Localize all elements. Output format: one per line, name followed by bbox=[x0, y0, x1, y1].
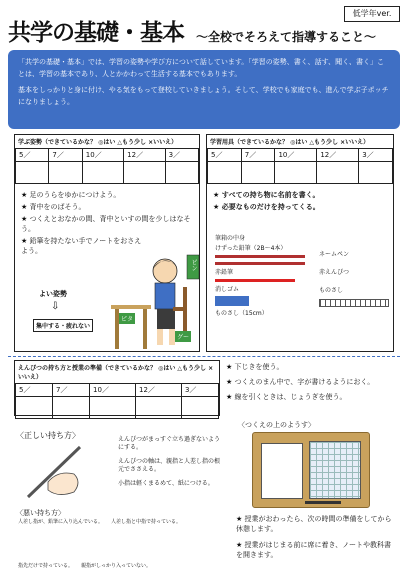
check-cell[interactable] bbox=[16, 162, 49, 184]
pencil-case-contents bbox=[215, 245, 315, 318]
check-date: 10／ bbox=[82, 149, 123, 162]
pencil-heading: えんぴつの持ち方と授業の準備（できているかな？ ◎はい △もう少し ×いいえ） bbox=[18, 365, 214, 381]
check-cell[interactable] bbox=[124, 162, 165, 184]
posture-heading: 学ぶ姿勢（できているかな？ ◎はい △もう少し ×いいえ） bbox=[18, 139, 178, 146]
check-date: 10／ bbox=[90, 384, 136, 397]
right-tools bbox=[319, 251, 391, 307]
list-item: ★ 背中をのばそう。 bbox=[21, 203, 86, 211]
pencil-case-title: 筆箱の中身 bbox=[215, 235, 246, 242]
tools-heading: 学習用具（できているかな？ ◎はい △もう少し ×いいえ） bbox=[210, 139, 370, 146]
check-date: 7／ bbox=[53, 384, 90, 397]
arrow-down-icon: ⇩ bbox=[51, 301, 60, 312]
ruler-icon bbox=[319, 299, 389, 307]
check-date: 10／ bbox=[275, 149, 317, 162]
wrong-note: 指先だけで持っている。 親指がしっかり入っていない。 bbox=[18, 563, 152, 569]
correct-grip-title: 〈正しい持ち方〉 bbox=[16, 431, 80, 440]
check-date: 5／ bbox=[208, 149, 242, 162]
page-title: 共学の基礎・基本 bbox=[8, 20, 184, 46]
list-item: ★ すべての持ち物に名前を書く。 bbox=[213, 191, 320, 199]
tools-check-table bbox=[207, 148, 393, 184]
list-item: ★ 下じきを使う。 bbox=[226, 363, 284, 371]
check-cell[interactable] bbox=[317, 162, 359, 184]
check-date: 3／ bbox=[181, 384, 218, 397]
list-item: ★ 必要なものだけを持ってくる。 bbox=[213, 203, 320, 211]
list-item: ★ 線を引くときは、じょうぎを使う。 bbox=[226, 393, 347, 401]
fist-label: グー bbox=[175, 331, 191, 342]
check-cell[interactable] bbox=[359, 162, 393, 184]
check-date: 12／ bbox=[124, 149, 165, 162]
check-date: 7／ bbox=[241, 149, 275, 162]
check-date: 3／ bbox=[165, 149, 198, 162]
tool-item: ものさし bbox=[319, 287, 344, 294]
pencil-icon bbox=[215, 255, 305, 258]
tool-item: 赤鉛筆 bbox=[215, 269, 234, 276]
tools-list bbox=[207, 184, 393, 212]
section-divider bbox=[8, 356, 400, 357]
check-cell[interactable] bbox=[16, 397, 53, 419]
prep-list bbox=[226, 362, 396, 404]
desk-top bbox=[111, 305, 151, 309]
desk-illustration bbox=[252, 432, 370, 508]
check-date: 7／ bbox=[49, 149, 82, 162]
tool-item: ものさし（15cm） bbox=[215, 310, 268, 317]
eraser-icon bbox=[215, 296, 249, 306]
check-date: 5／ bbox=[16, 149, 49, 162]
check-cell[interactable] bbox=[241, 162, 275, 184]
pencil-panel bbox=[14, 360, 220, 416]
list-item: ★ つくえとおなかの間、背中といすの間を少しはなそう。 bbox=[21, 215, 191, 233]
posture-panel bbox=[14, 134, 200, 352]
wrong-grip-title: 〈悪い持ち方〉 bbox=[16, 509, 65, 517]
list-item: ★ 鉛筆を持たない手でノートをおさえよう。 bbox=[21, 237, 142, 255]
grip-note: えんぴつがまっすぐ立ち過ぎないようにする。 bbox=[118, 436, 221, 451]
check-cell[interactable] bbox=[208, 162, 242, 184]
check-cell[interactable] bbox=[49, 162, 82, 184]
prep-bottom-list bbox=[236, 514, 398, 562]
check-cell[interactable] bbox=[82, 162, 123, 184]
check-cell[interactable] bbox=[53, 397, 90, 419]
wrong-grip-notes bbox=[18, 518, 218, 570]
tool-item: ネームペン bbox=[319, 251, 350, 258]
good-posture-label: よい姿勢 bbox=[39, 290, 67, 298]
grip-note: えんぴつの軸は、親指と人差し指の根元でささえる。 bbox=[118, 458, 221, 473]
check-date: 5／ bbox=[16, 384, 53, 397]
grip-notes bbox=[118, 436, 222, 488]
notebook-icon bbox=[261, 443, 303, 499]
intro-text-1: 「共学の基礎・基本」では、学習の姿勢や学び方について話しています。「学習の姿勢、書く、話す、聞く、書く」ことは、学習の基本であり、人とかかわって生活する基本でもあります。 bbox=[18, 58, 384, 78]
tool-item: けずった鉛筆（2B〜4本） bbox=[215, 245, 287, 252]
check-cell[interactable] bbox=[181, 397, 218, 419]
sign-label: ピン bbox=[190, 259, 197, 271]
list-item: ★ 授業がはじまる前に席に着き、ノートや教科書を開きます。 bbox=[236, 541, 392, 559]
tools-panel bbox=[206, 134, 394, 352]
page-subtitle: 〜全校でそろえて指導すること〜 bbox=[196, 30, 377, 44]
check-cell[interactable] bbox=[275, 162, 317, 184]
result-label: 集中する・疲れない bbox=[33, 319, 93, 332]
list-item: ★ つくえのまん中で、字が書けるようにおく。 bbox=[226, 378, 375, 386]
wrong-note: 人差し指が、鉛筆に入り込んでいる。 人差し指と中指で持っている。 bbox=[18, 519, 182, 525]
grade-badge: 低学年ver. bbox=[344, 6, 400, 22]
intro-box bbox=[8, 50, 400, 129]
knee-label: ピタ bbox=[119, 313, 135, 324]
desk-title: 〈つくえの上のようす〉 bbox=[238, 421, 315, 429]
check-date: 12／ bbox=[135, 384, 181, 397]
tool-item: 消しゴム bbox=[215, 286, 240, 293]
grip-note: 小指は軽くまるめて、紙につける。 bbox=[118, 480, 214, 487]
pencil-check-table bbox=[15, 383, 219, 419]
check-date: 3／ bbox=[359, 149, 393, 162]
wrong-grip-illustrations bbox=[18, 526, 218, 562]
pencil-icon bbox=[215, 262, 305, 265]
correct-grip-illustration bbox=[18, 442, 98, 502]
tool-item: 赤えんぴつ bbox=[319, 269, 350, 276]
check-cell[interactable] bbox=[165, 162, 198, 184]
list-item: ★ 足のうらをゆかにつけよう。 bbox=[21, 191, 121, 199]
intro-text-2: 基本をしっかりと身に付け、やる気をもって登校していきましょう。そして、学校でも家庭でも、進んで学ぶ子ポッチになりましょう。 bbox=[18, 86, 389, 106]
red-pencil-icon bbox=[215, 279, 295, 282]
check-date: 12／ bbox=[317, 149, 359, 162]
check-cell[interactable] bbox=[90, 397, 136, 419]
list-item: ★ 授業がおわったら、次の時間の準備をしてから休憩します。 bbox=[236, 515, 392, 533]
pencil-icon bbox=[305, 501, 341, 504]
posture-check-table bbox=[15, 148, 199, 184]
grid-notebook-icon bbox=[309, 441, 361, 499]
check-cell[interactable] bbox=[135, 397, 181, 419]
